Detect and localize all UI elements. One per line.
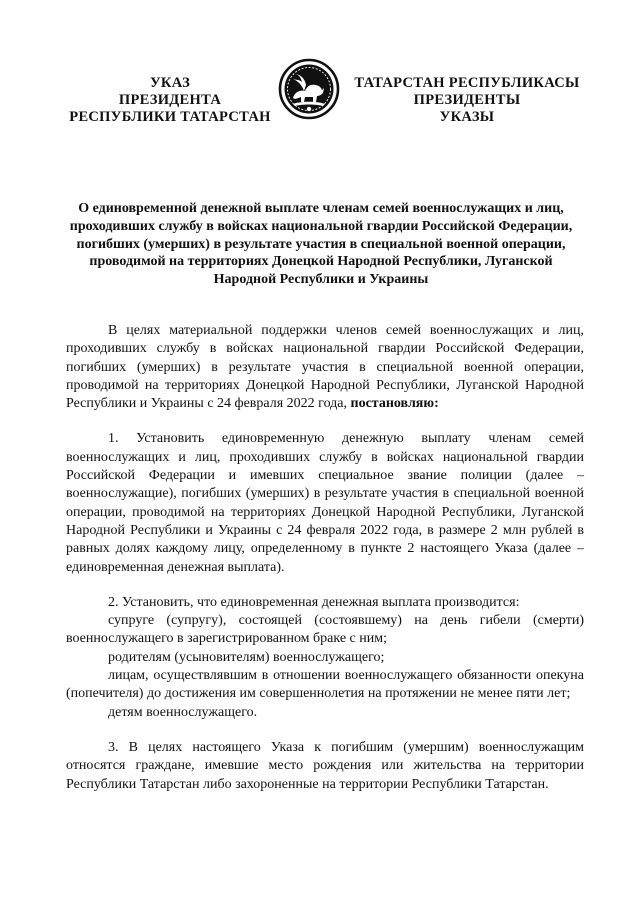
header-left-line: РЕСПУБЛИКИ ТАТАРСТАН	[69, 109, 271, 125]
clause-2-item: родителям (усыновителям) военнослужащего;	[108, 649, 385, 665]
header-left-line: ПРЕЗИДЕНТА	[118, 92, 222, 108]
decree-keyword: постановляю:	[350, 396, 439, 412]
clause-2-item: детям военнослужащего.	[108, 704, 258, 720]
clause-3: 3. В целях настоящего Указа к погибшим (умершим) военнослужащим относятся граждане, имевшие место рождения или жительства на территории Республики Татарстан либо захороненные на территории Республики Татарстан.	[66, 739, 584, 792]
decree-body	[66, 322, 584, 794]
clause-2-intro: 2. Установить, что единовременная денежная выплата производится:	[108, 594, 520, 610]
header-right-line: ПРЕЗИДЕНТЫ	[413, 92, 521, 108]
coat-of-arms-tatarstan-icon	[278, 58, 340, 120]
header-left-line: УКАЗ	[149, 75, 191, 91]
header-right-line: ТАТАРСТАН РЕСПУБЛИКАСЫ	[354, 75, 580, 91]
header-right-line: УКАЗЫ	[439, 109, 495, 125]
clause-1: 1. Установить единовременную денежную выплату членам семей военнослужащих и лиц, проходивших службу в войсках национальной гвардии Российской Федерации и имевших специальное звание полиции (далее – военнослужащие), погибших (умерших) в результате участия в специальной военной операции, проводимой на территориях Донецкой Народной Республики, Луганской Народной Республики и Украины с 24 февраля 2022 года, в размере 2 млн рублей в равных долях каждому лицу, определенному в пункте 2 настоящего Указа (далее – единовременная денежная выплата).	[66, 431, 584, 575]
header-right-tatar	[352, 75, 582, 126]
header-left-russian	[55, 75, 285, 126]
preamble-text: В целях материальной поддержки членов семей военнослужащих и лиц, проходивших службу в войсках национальной гвардии Российской Федерации, погибших (умерших) в результате участия в специальной военной операции, проводимой на территориях Донецкой Народной Республики, Луганской Народной Республики и Украины с 24 февраля 2022 года,	[66, 323, 584, 412]
clause-2-item: супруге (супругу), состоящей (состоявшему) на день гибели (смерти) военнослужащего в зарегистрированном браке с ним;	[66, 613, 584, 647]
decree-title: О единовременной денежной выплате членам семей военнослужащих и лиц, проходивших службу в войсках национальной гвардии Российской Федерации, погибших (умерших) в результате участия в специальной военной операции, проводимой на территориях Донецкой Народной Республики, Луганской Народной Республики и Украины	[69, 201, 573, 288]
clause-2-item: лицам, осуществлявшим в отношении военнослужащего обязанности опекуна (попечителя) до достижения им совершеннолетия на протяжении не менее пяти лет;	[66, 668, 584, 702]
preamble	[66, 322, 584, 413]
